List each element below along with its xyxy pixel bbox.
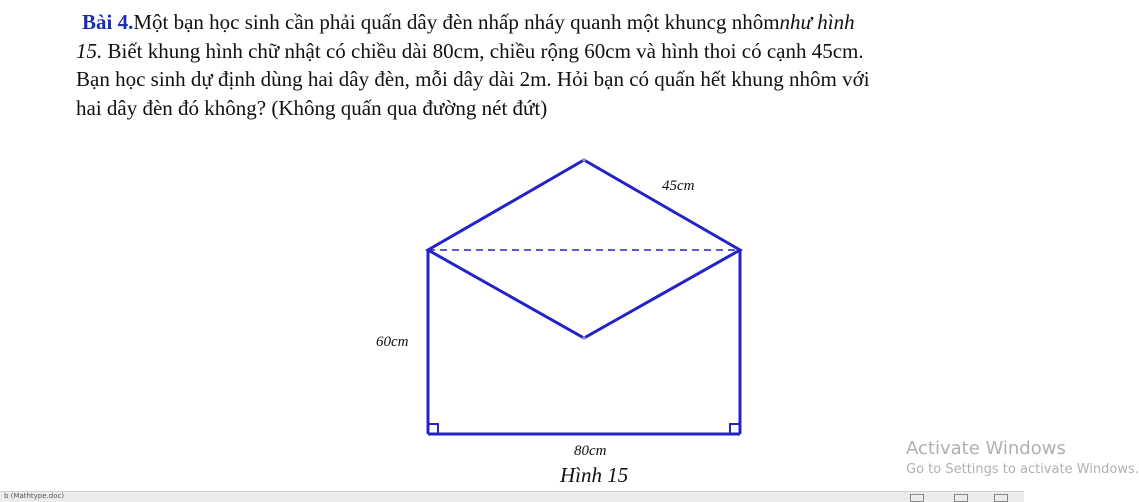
problem-line-2-italic: 15. [76,38,103,63]
vertex-bottom-rhombus [582,336,585,339]
activate-windows-title: Activate Windows [906,438,1066,459]
problem-line-2-text: Biết khung hình chữ nhật có chiều dài 80cm, chiều rộng 60cm và hình thoi có cạnh 45cm. [102,38,864,63]
problem-line-1-text: Một bạn học sinh cần phải quấn dây đèn nhấp nháy quanh một khuncg nhôm [133,10,780,34]
problem-line-4: hai dây đèn đó không? (Không quấn qua đường nét đứt) [76,95,548,120]
rhombus-side-label: 45cm [662,178,695,194]
activate-windows-subtitle: Go to Settings to activate Windows. [906,462,1139,477]
problem-label: Bài 4. [82,10,134,34]
status-bar-document-name: b (Mathtype.doc) [4,492,65,500]
web-layout-icon[interactable] [994,494,1008,502]
print-layout-icon[interactable] [954,494,968,502]
read-mode-icon[interactable] [910,494,924,502]
rectangle-width-label: 80cm [574,443,607,459]
figure-caption: Hình 15 [560,463,629,487]
problem-line-1-italic: như hình [779,10,855,34]
vertex-top [582,158,585,161]
rectangle-height-label: 60cm [376,334,409,350]
problem-line-3: Bạn học sinh dự định dùng hai dây đèn, mỗi dây dài 2m. Hỏi bạn có quấn hết khung nhôm với [76,67,870,91]
status-bar [0,491,1024,502]
